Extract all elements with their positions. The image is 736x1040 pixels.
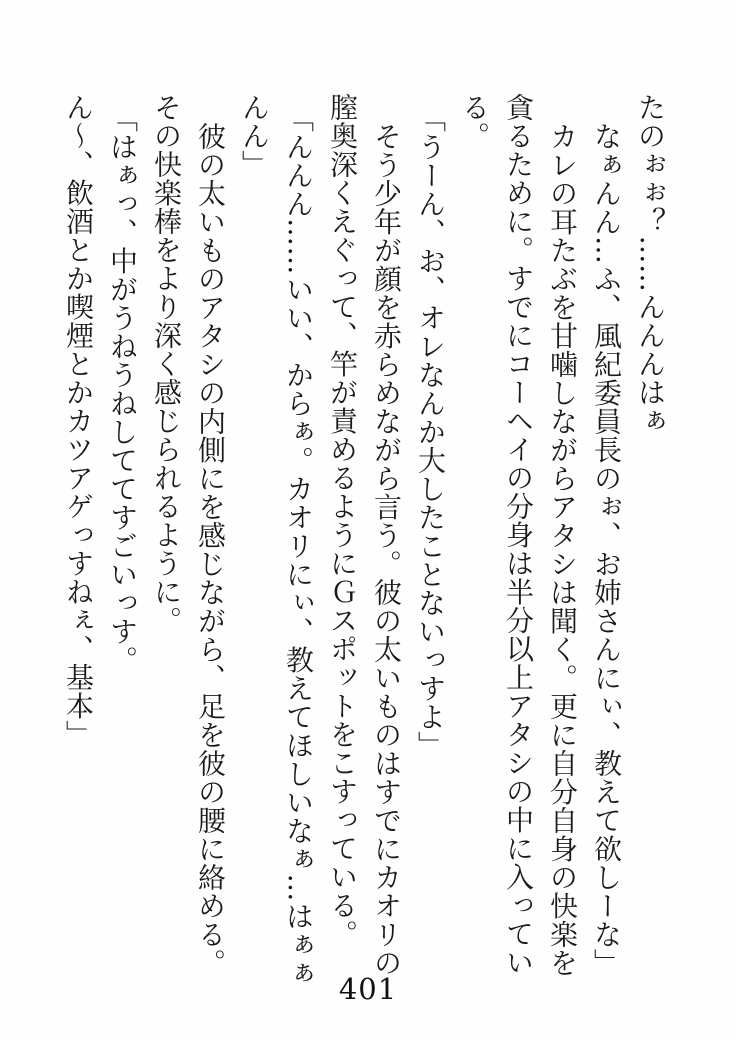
text-column: その快楽棒をより深く感じられるように。 (150, 93, 183, 635)
text-column: たのぉぉ？……んんんはぁ (634, 93, 667, 435)
text-column: 彼の太いものアタシの内側にを感じながら、足を彼の腰に絡める。 (194, 122, 227, 977)
text-column: そう少年が顔を赤らめながら言う。彼の太いものはすでにカオリの (370, 122, 403, 977)
text-column: ん〜、飲酒とか喫煙とかカツアゲっすねぇ、基本」 (62, 93, 95, 749)
text-column: んん」 (238, 93, 271, 179)
vertical-text-block (56, 93, 672, 988)
text-column: 「んんん……いい、からぁ。カオリにぃ、教えてほしいなぁ…はぁぁ (282, 104, 315, 988)
text-column: 「うーん、お、オレなんか大したことないっすよ」 (414, 104, 447, 760)
page-number: 401 (338, 972, 398, 1006)
text-column: 貪るために。すでにコーヘイの分身は半分以上アタシの中に入ってい (502, 93, 535, 977)
text-column: なぁんん…ふ、風紀委員長のぉ、お姉さんにぃ、教えて欲しーな」 (590, 122, 623, 977)
text-column: る。 (458, 93, 491, 150)
text-column: 膣奥深くえぐって、竿が責めるようにＧスポットをこすっている。 (326, 93, 359, 948)
text-column: カレの耳たぶを甘噛しながらアタシは聞く。更に自分自身の快楽を (546, 122, 579, 977)
text-column: 「はぁっ、中がうねうねしててすごいっす。 (106, 104, 139, 674)
